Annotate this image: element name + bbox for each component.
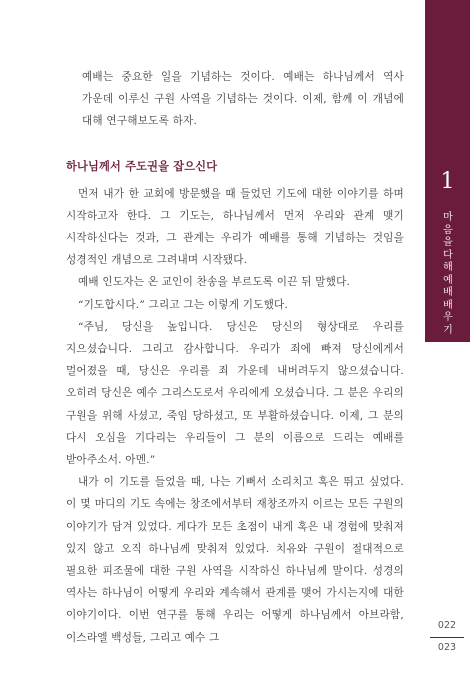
section-heading: 하나님께서 주도권을 잡으신다 <box>66 159 218 173</box>
page-number-right: 023 <box>437 642 457 653</box>
folio-divider <box>430 637 464 638</box>
body-paragraph: “기도합시다.” 그리고 그는 이렇게 기도했다. <box>78 298 289 311</box>
body-paragraph: 예배 인도자는 온 교인이 찬송을 부르도록 이끈 뒤 말했다. <box>78 276 351 289</box>
prayer-paragraph: “주님, 당신을 높입니다. 당신은 당신의 형상대로 우리를 지으셨습니다. 그리고 감사합니다. 우리가 죄에 빠져 당신에게서 멀어졌을 때, 당신은 우리를 죄 가운데 내버려두지 않으셨습니다. 오히려 당신은 예수 그리스도로서 우리에게 오셨습니다. 그 분은 우리의 구원을 위해 사셨고, 죽임 당하셨고, 또 부활하셨습니다. 이제, 그 분의 다시 오심을 기다리는 우리들이 그 분의 이름으로 드리는 예배를 받아주소서. 아멘.” <box>66 320 404 467</box>
page-number-left: 022 <box>437 620 457 631</box>
body-text <box>66 66 404 649</box>
chapter-title: 마음을다해예배배우기 <box>443 212 453 336</box>
body-paragraph: 먼저 내가 한 교회에 방문했을 때 들었던 기도에 대한 이야기를 하며 시작하고자 한다. 그 기도는, 하나님께서 먼저 우리와 관계 맺기 시작하신다는 것과, 그 관계는 우리가 예배를 통해 기념하는 것임을 성경적인 개념으로 그려내며 시작됐다. <box>66 187 404 267</box>
section-spacer <box>66 133 404 157</box>
intro-paragraph: 예배는 중요한 일을 기념하는 것이다. 예배는 하나님께서 역사 가운데 이루신 구원 사역을 기념하는 것이다. 이제, 함께 이 개념에 대해 연구해보도록 하자. <box>82 71 404 128</box>
body-paragraph: 내가 이 기도를 들었을 때, 나는 기뻐서 소리치고 혹은 뛰고 싶었다. 이 몇 마디의 기도 속에는 창조에서부터 재창조까지 이르는 모든 구원의 이야기가 담겨 있었다. 게다가 모든 초점이 내게 혹은 내 경험에 맞춰져 있지 않고 오직 하나님께 맞춰져 있었다. 치유와 구원이 절대적으로 필요한 피조물에 대한 구원 사역을 시작하신 하나님께 말이다. 성경의 역사는 하나님이 어떻게 우리와 계속해서 관계를 맺어 가시는지에 대한 이야기이다. 이번 연구를 통해 우리는 어떻게 하나님께서 아브라함, 이스라엘 백성들, 그리고 예수 그 <box>66 476 404 644</box>
chapter-number: 1 <box>440 169 455 194</box>
